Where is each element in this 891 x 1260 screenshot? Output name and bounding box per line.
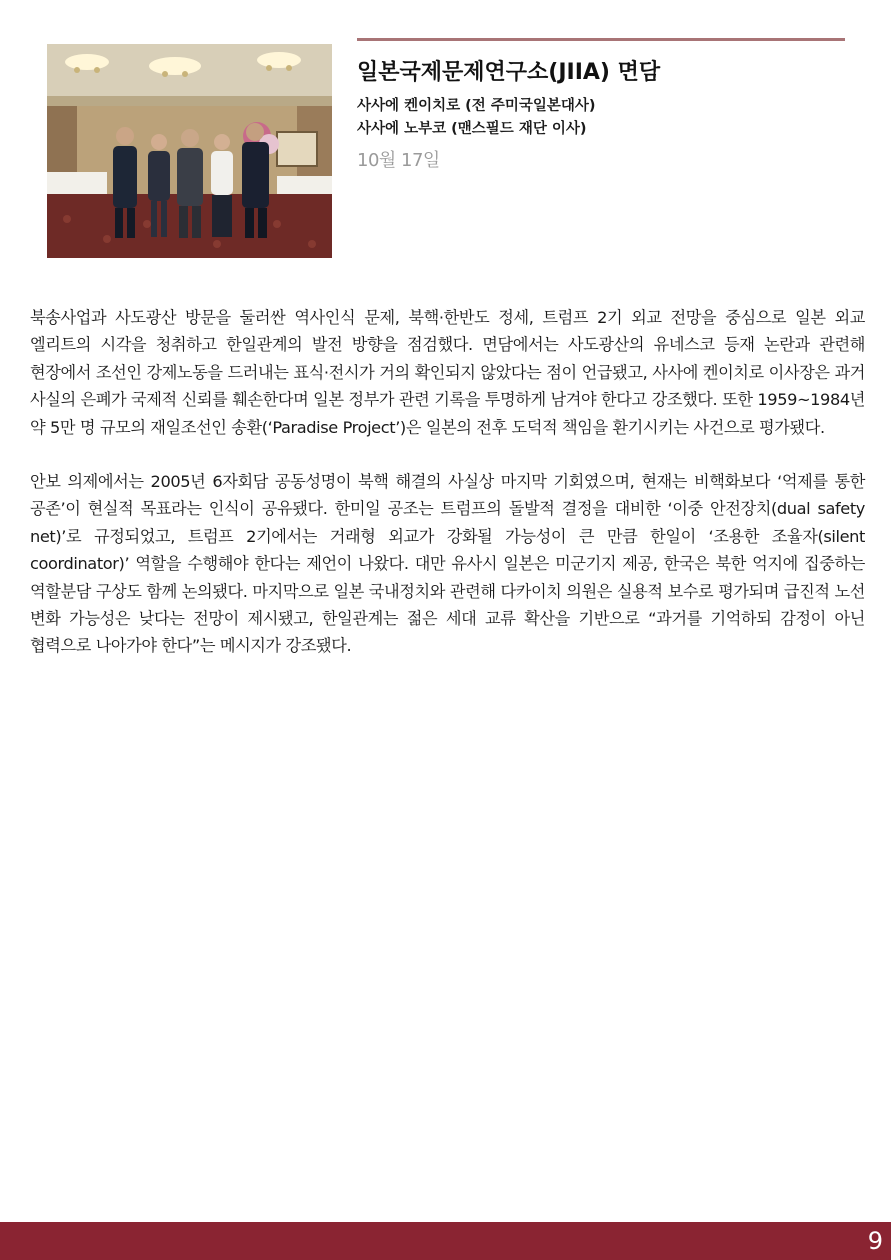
attendee-line: 사사에 노부코 (맨스필드 재단 이사) [357,121,587,137]
page-footer [0,1222,891,1260]
attendee-line: 사사에 켄이치로 (전 주미국일본대사) [357,98,596,114]
body-paragraph: 안보 의제에서는 2005년 6자회담 공동성명이 북핵 해결의 사실상 마지막 기회였으며, 현재는 비핵화보다 ‘억제를 통한 공존’이 현실적 목표라는 인식이 공유됐다. 한미일 공조는 트럼프의 돌발적 결정을 대비한 ‘이중 안전장치(dual safety net)’로 규정되었고, 트럼프 2기에서는 거래형 외교가 강화될 가능성이 큰 만큼 한일이 ‘조용한 조율자(silent coordinator)’ 역할을 수행해야 한다는 제언이 나왔다. 대만 유사시 일본은 미군기지 제공, 한국은 북한 억지에 집중하는 역할분담 구상도 함께 논의됐다. 마지막으로 일본 국내정치와 관련해 다카이치 의원은 실용적 보수로 평가되며 급진적 노선 변화 가능성은 낮다는 전망이 제시됐고, 한일관계는 젊은 세대 교류 확산을 기반으로 “과거를 기억하되 감정이 아닌 협력으로 나아가야 한다”는 메시지가 강조됐다. [30,472,865,656]
meeting-date: 10월 17일 [357,150,440,171]
meeting-photo [47,44,332,258]
page-number: 9 [867,1227,883,1255]
body-paragraph: 북송사업과 사도광산 방문을 둘러싼 역사인식 문제, 북핵·한반도 정세, 트럼프 2기 외교 전망을 중심으로 일본 외교 엘리트의 시각을 청취하고 한일관계의 발전 방향을 점검했다. 면담에서는 사도광산의 유네스코 등재 논란과 관련해 현장에서 조선인 강제노동을 드러내는 표식·전시가 거의 확인되지 않았다는 점이 언급됐고, 사사에 켄이치로 이사장은 과거 사실의 은폐가 국제적 신뢰를 훼손한다며 일본 정부가 관련 기록을 투명하게 남겨야 한다고 강조했다. 또한 1959~1984년 약 5만 명 규모의 재일조선인 송환(‘Paradise Project’)은 일본의 전후 도덕적 책임을 환기시키는 사건으로 평가됐다. [30,308,865,437]
header-rule [357,38,845,41]
meeting-title: 일본국제문제연구소(JIIA) 면담 [357,60,661,85]
meeting-header [357,58,857,173]
article-body [30,304,865,660]
